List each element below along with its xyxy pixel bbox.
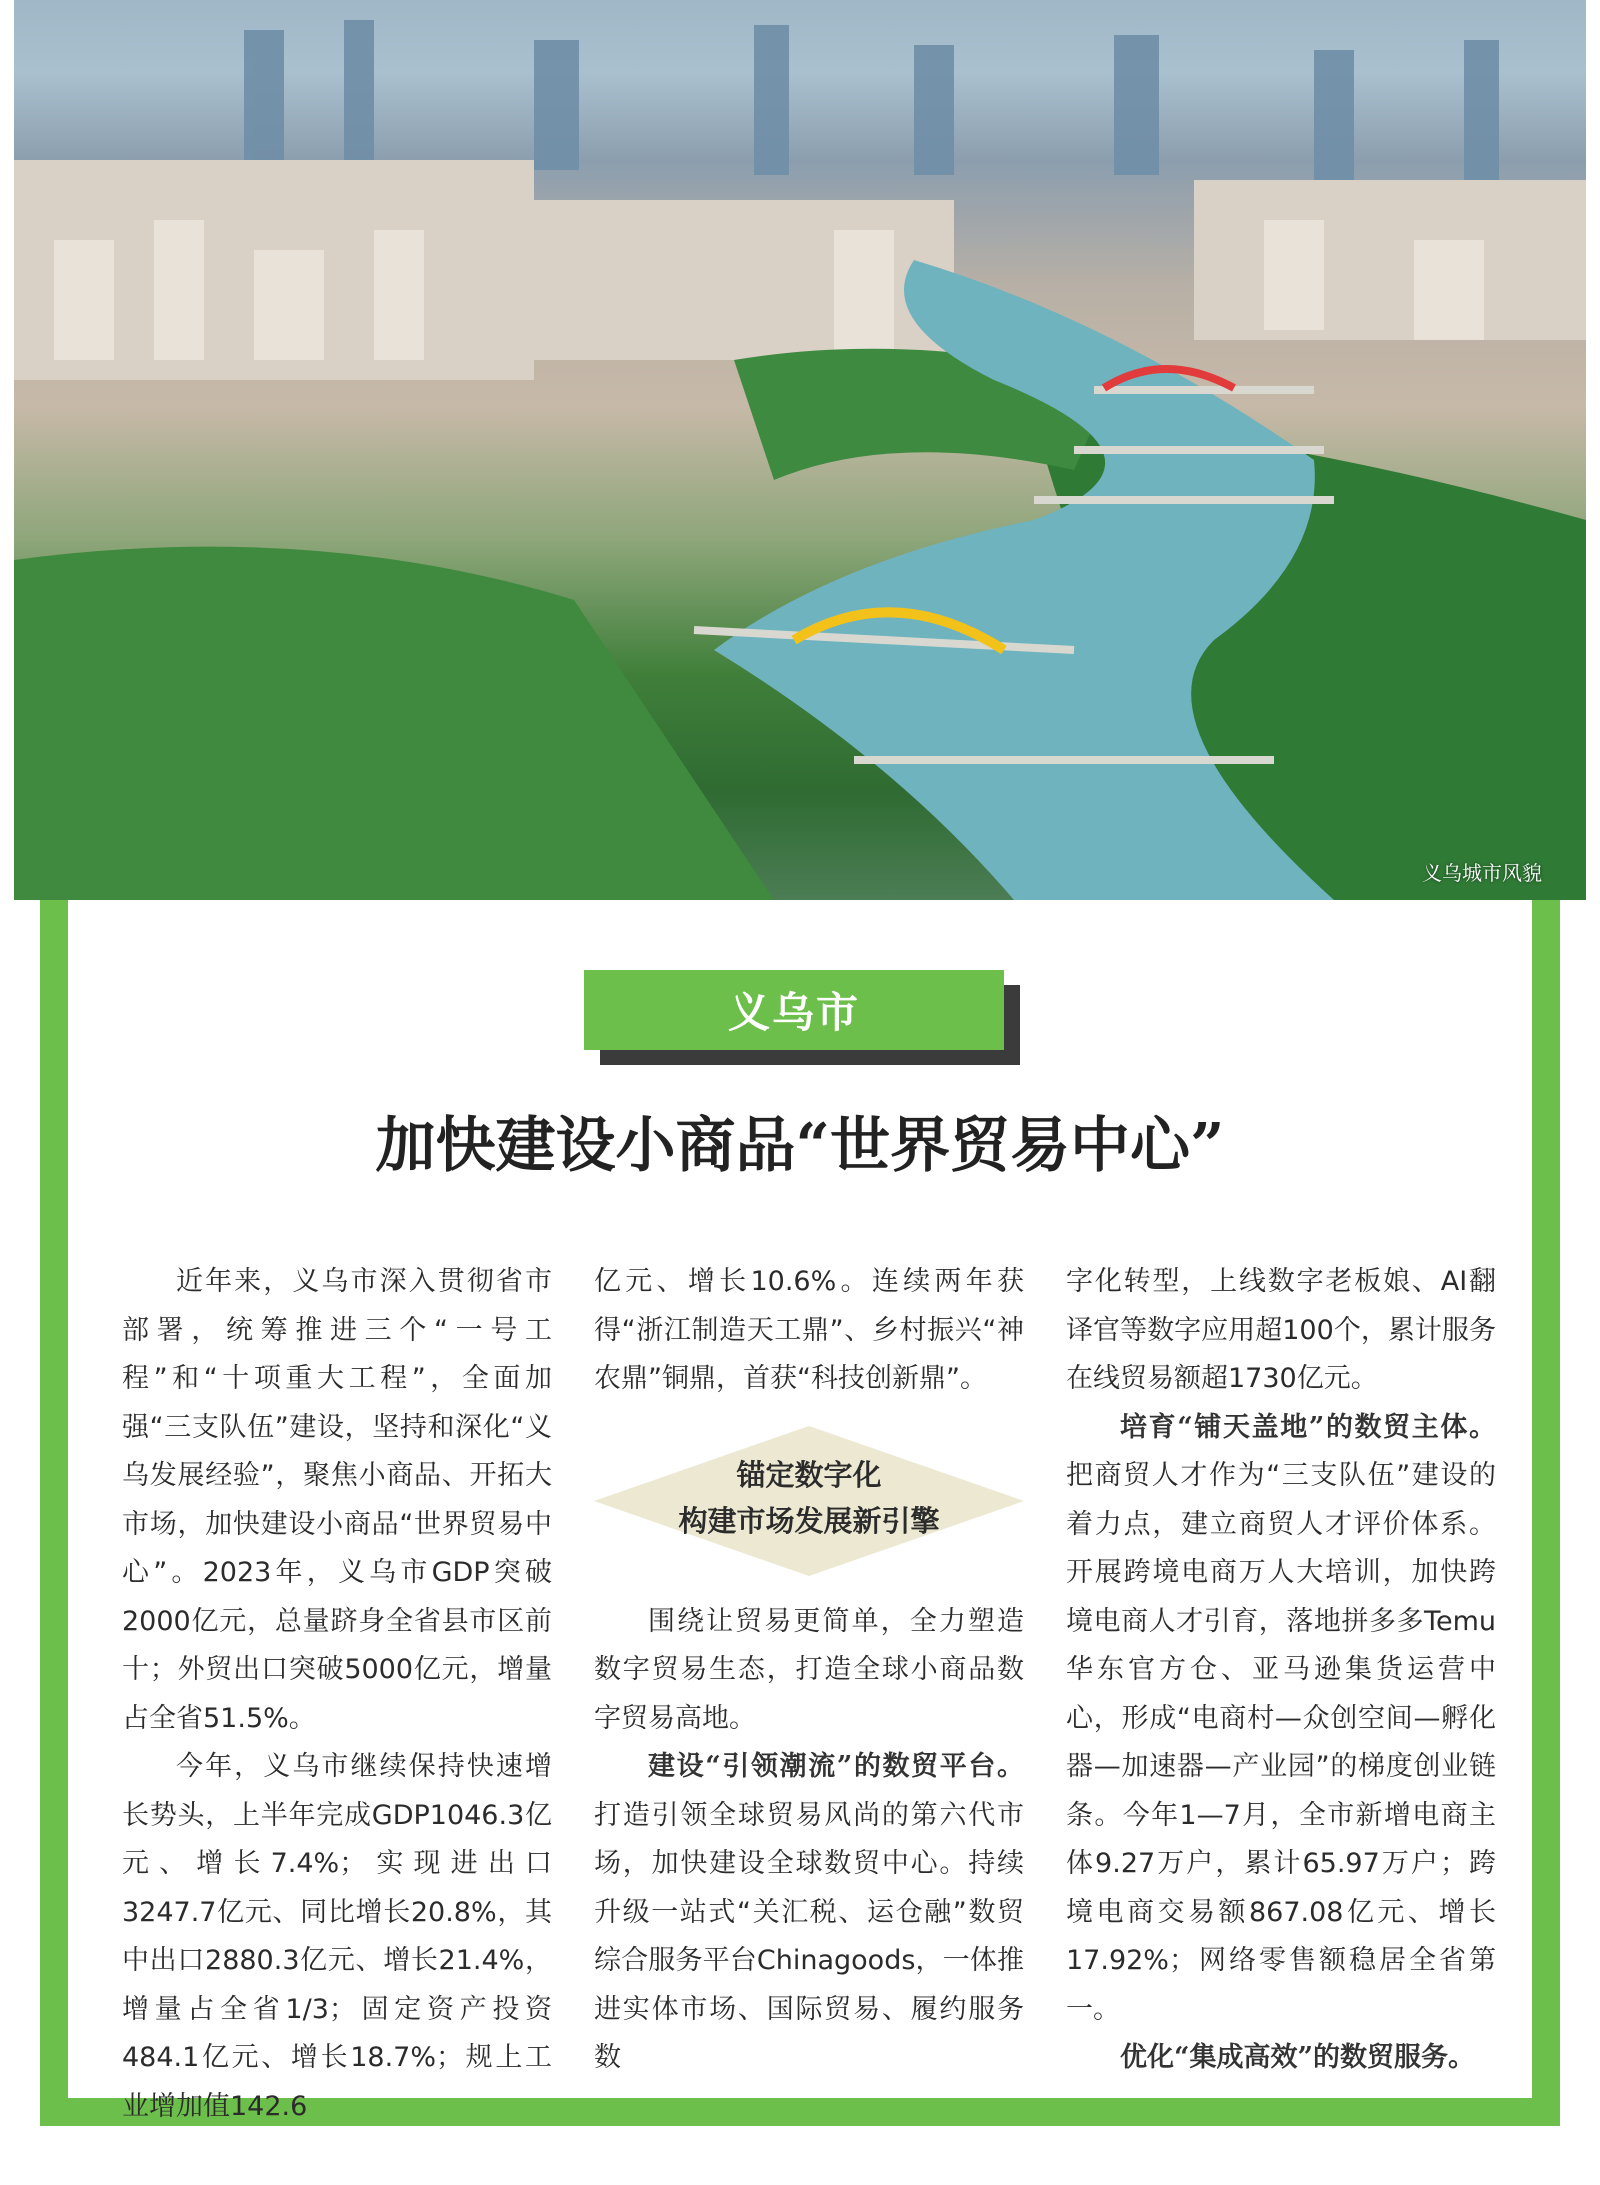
- article-column-3: [1066, 1258, 1496, 2083]
- city-badge: 义乌市: [584, 970, 1004, 1050]
- paragraph: [1066, 1404, 1496, 2035]
- paragraph: 今年，义乌市继续保持快速增长势头，上半年完成GDP1046.3亿元、增长7.4%；实现进出口3247.7亿元、同比增长20.8%，其中出口2880.3亿元、增长21.4%，增量占全省1/3；固定资产投资484.1亿元、增长18.7%；规上工业增加值142.6: [122, 1751, 552, 2122]
- city-illustration: [14, 0, 1586, 900]
- paragraph-lead: 优化“集成高效”的数贸服务。: [1120, 2042, 1476, 2073]
- paragraph-lead: 培育“铺天盖地”的数贸主体。: [1120, 1411, 1496, 1443]
- city-photo: [14, 0, 1586, 900]
- paragraph: 围绕让贸易更简单，全力塑造数字贸易生态，打造全球小商品数字贸易高地。: [594, 1605, 1024, 1734]
- headline: 加快建设小商品“世界贸易中心”: [375, 1111, 1225, 1181]
- paragraph: 近年来，义乌市深入贯彻省市部署，统筹推进三个“一号工程”和“十项重大工程”，全面加强“三支队伍”建设，坚持和深化“义乌发展经验”，聚焦小商品、开拓大市场，加快建设小商品“世界贸易中心”。2023年，义乌市GDP突破2000亿元，总量跻身全省县市区前十；外贸出口突破5000亿元，增量占全省51.5%。: [122, 1266, 552, 1734]
- section-heading: [594, 1426, 1024, 1576]
- paragraph: 字化转型，上线数字老板娘、AI翻译官等数字应用超100个，累计服务在线贸易额超1730亿元。: [1066, 1266, 1496, 1394]
- paragraph: 亿元、增长10.6%。连续两年获得“浙江制造天工鼎”、乡村振兴“神农鼎”铜鼎，首获“科技创新鼎”。: [594, 1266, 1024, 1394]
- paragraph: [1066, 2034, 1496, 2083]
- paragraph-lead: 建设“引领潮流”的数贸平台。: [648, 1751, 1024, 1782]
- paragraph-body: 把商贸人才作为“三支队伍”建设的着力点，建立商贸人才评价体系。开展跨境电商万人大培训，加快跨境电商人才引育，落地拼多多Temu华东官方仓、亚马逊集货运营中心，形成“电商村—众创空间—孵化器—加速器—产业园”的梯度创业链条。今年1—7月，全市新增电商主体9.27万户，累计65.97万户；跨境电商交易额867.08亿元、增长17.92%；网络零售额稳居全省第一。: [1066, 1460, 1496, 2025]
- photo-caption: 义乌城市风貌: [1422, 861, 1542, 885]
- article-column-2: [594, 1258, 1024, 2083]
- section-heading-line1: 锚定数字化: [736, 1457, 882, 1492]
- paragraph: [594, 1743, 1024, 2083]
- section-heading-line2: 构建市场发展新引擎: [678, 1503, 940, 1538]
- article-column-1: [122, 1258, 552, 2131]
- paragraph-body: 打造引领全球贸易风尚的第六代市场，加快建设全球数贸中心。持续升级一站式“关汇税、运仓融”数贸综合服务平台Chinagoods，一体推进实体市场、国际贸易、履约服务数: [594, 1799, 1024, 2073]
